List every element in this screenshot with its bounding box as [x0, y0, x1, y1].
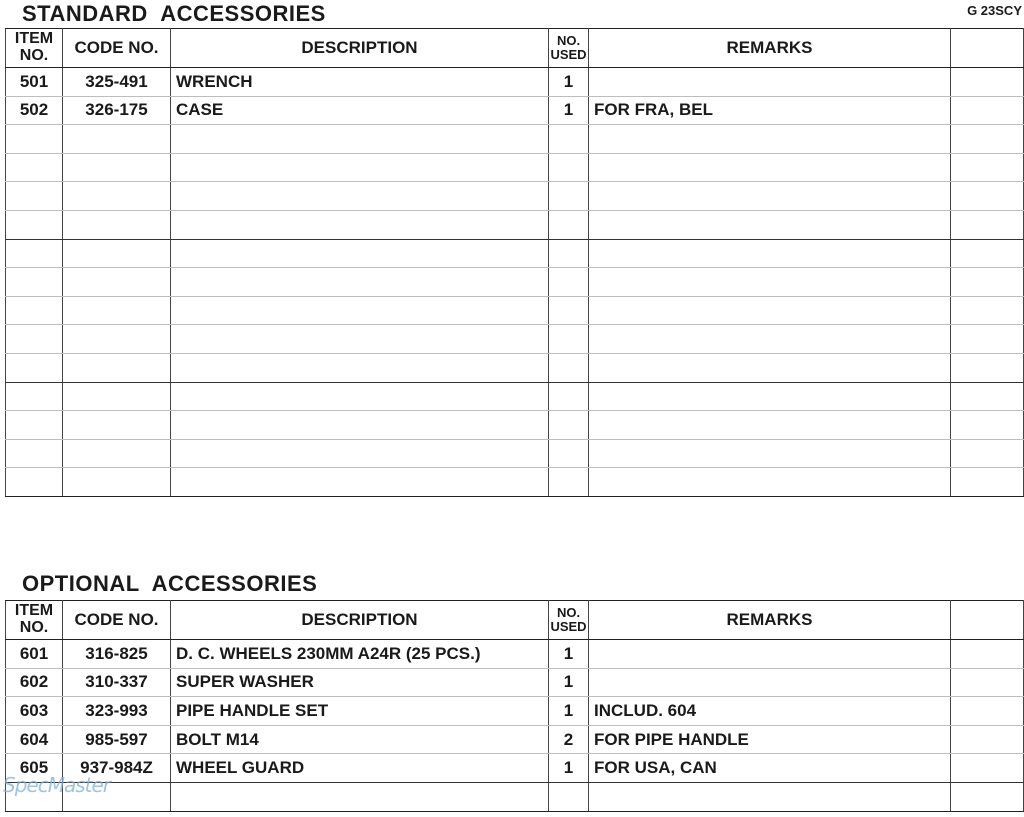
table-row [6, 754, 1024, 783]
table-row [6, 96, 1024, 125]
description-cell: BOLT M14 [171, 725, 549, 754]
description-cell: D. C. WHEELS 230MM A24R (25 PCS.) [171, 640, 549, 669]
remarks-cell [589, 182, 951, 211]
code-no-cell [63, 268, 171, 297]
no-used-cell [549, 439, 589, 468]
optional-accessories-rows [6, 640, 1024, 812]
optional-accessories-title: OPTIONAL ACCESSORIES [22, 571, 318, 596]
code-no-cell [63, 353, 171, 382]
code-no-cell [63, 382, 171, 411]
standard-accessories-title: STANDARD ACCESSORIES [22, 1, 326, 26]
item-no-cell [6, 210, 63, 239]
code-no-cell [63, 782, 171, 811]
remarks-cell: FOR FRA, BEL [589, 96, 951, 125]
description-cell [171, 210, 549, 239]
code-no-cell: 326-175 [63, 96, 171, 125]
extra-cell [951, 182, 1024, 211]
no-used-cell [549, 325, 589, 354]
item-no-cell: 501 [6, 68, 63, 97]
item-no-cell [6, 439, 63, 468]
description-cell [171, 782, 549, 811]
code-no-cell: 310-337 [63, 668, 171, 697]
table-row [6, 239, 1024, 268]
code-no-cell [63, 210, 171, 239]
no-used-cell [549, 268, 589, 297]
description-cell [171, 382, 549, 411]
standard-accessories-table [5, 28, 1024, 497]
header-description: DESCRIPTION [171, 601, 549, 640]
item-no-cell [6, 411, 63, 440]
code-no-cell [63, 325, 171, 354]
no-used-cell [549, 125, 589, 154]
table-row [6, 382, 1024, 411]
extra-cell [951, 782, 1024, 811]
table-row [6, 153, 1024, 182]
remarks-cell: FOR USA, CAN [589, 754, 951, 783]
extra-cell [951, 640, 1024, 669]
code-no-cell [63, 182, 171, 211]
remarks-cell [589, 153, 951, 182]
no-used-cell: 1 [549, 754, 589, 783]
header-no-used: NO. USED [549, 29, 589, 68]
extra-cell [951, 697, 1024, 726]
code-no-cell [63, 153, 171, 182]
description-cell [171, 296, 549, 325]
no-used-cell: 1 [549, 96, 589, 125]
no-used-cell: 1 [549, 668, 589, 697]
remarks-cell [589, 439, 951, 468]
no-used-cell [549, 782, 589, 811]
no-used-cell [549, 411, 589, 440]
table-row [6, 296, 1024, 325]
table-row [6, 353, 1024, 382]
item-no-cell: 602 [6, 668, 63, 697]
description-cell: WHEEL GUARD [171, 754, 549, 783]
extra-cell [951, 325, 1024, 354]
no-used-cell [549, 353, 589, 382]
header-no-used: NO. USED [549, 601, 589, 640]
no-used-cell [549, 296, 589, 325]
no-used-cell [549, 239, 589, 268]
no-used-cell: 1 [549, 68, 589, 97]
description-cell [171, 468, 549, 497]
remarks-cell [589, 411, 951, 440]
code-no-cell [63, 411, 171, 440]
remarks-cell [589, 325, 951, 354]
code-no-cell [63, 296, 171, 325]
remarks-cell [589, 125, 951, 154]
remarks-cell: FOR PIPE HANDLE [589, 725, 951, 754]
remarks-cell [589, 296, 951, 325]
item-no-cell [6, 296, 63, 325]
item-no-cell [6, 153, 63, 182]
extra-cell [951, 96, 1024, 125]
remarks-cell [589, 239, 951, 268]
extra-cell [951, 382, 1024, 411]
item-no-cell [6, 182, 63, 211]
code-no-cell: 937-984Z [63, 754, 171, 783]
code-no-cell: 325-491 [63, 68, 171, 97]
extra-cell [951, 210, 1024, 239]
remarks-cell [589, 640, 951, 669]
table-row [6, 697, 1024, 726]
no-used-cell: 1 [549, 640, 589, 669]
no-used-cell [549, 468, 589, 497]
extra-cell [951, 468, 1024, 497]
item-no-cell [6, 325, 63, 354]
description-cell [171, 182, 549, 211]
item-no-cell [6, 468, 63, 497]
remarks-cell [589, 668, 951, 697]
description-cell [171, 411, 549, 440]
header-description: DESCRIPTION [171, 29, 549, 68]
table-row [6, 468, 1024, 497]
extra-cell [951, 725, 1024, 754]
description-cell [171, 153, 549, 182]
code-no-cell: 323-993 [63, 697, 171, 726]
extra-cell [951, 411, 1024, 440]
table-row [6, 439, 1024, 468]
remarks-cell [589, 782, 951, 811]
header-extra [951, 601, 1024, 640]
watermark-logo: SpecMaster [3, 773, 110, 797]
table-header-row [6, 601, 1024, 640]
model-code: G 23SCY [967, 3, 1022, 18]
extra-cell [951, 296, 1024, 325]
header-extra [951, 29, 1024, 68]
description-cell [171, 239, 549, 268]
header-remarks: REMARKS [589, 601, 951, 640]
item-no-cell: 502 [6, 96, 63, 125]
item-no-cell: 603 [6, 697, 63, 726]
item-no-cell [6, 125, 63, 154]
code-no-cell [63, 125, 171, 154]
no-used-cell [549, 153, 589, 182]
description-cell: SUPER WASHER [171, 668, 549, 697]
table-row [6, 210, 1024, 239]
remarks-cell [589, 68, 951, 97]
table-row [6, 782, 1024, 811]
description-cell [171, 353, 549, 382]
table-row [6, 68, 1024, 97]
item-no-cell: 604 [6, 725, 63, 754]
remarks-cell [589, 468, 951, 497]
header-code-no: CODE NO. [63, 29, 171, 68]
extra-cell [951, 668, 1024, 697]
description-cell [171, 268, 549, 297]
item-no-cell: 605 [6, 754, 63, 783]
item-no-cell [6, 353, 63, 382]
code-no-cell [63, 239, 171, 268]
table-row [6, 268, 1024, 297]
no-used-cell [549, 182, 589, 211]
header-remarks: REMARKS [589, 29, 951, 68]
extra-cell [951, 439, 1024, 468]
header-item-no: ITEM NO. [6, 601, 63, 640]
item-no-cell: 601 [6, 640, 63, 669]
remarks-cell [589, 210, 951, 239]
extra-cell [951, 125, 1024, 154]
item-no-cell [6, 382, 63, 411]
optional-accessories-table [5, 600, 1024, 812]
table-row [6, 668, 1024, 697]
header-code-no: CODE NO. [63, 601, 171, 640]
code-no-cell [63, 439, 171, 468]
table-header-row [6, 29, 1024, 68]
description-cell: CASE [171, 96, 549, 125]
remarks-cell [589, 353, 951, 382]
remarks-cell [589, 382, 951, 411]
description-cell [171, 325, 549, 354]
no-used-cell: 1 [549, 697, 589, 726]
code-no-cell: 985-597 [63, 725, 171, 754]
item-no-cell [6, 239, 63, 268]
no-used-cell [549, 382, 589, 411]
table-row [6, 725, 1024, 754]
table-row [6, 182, 1024, 211]
item-no-cell [6, 268, 63, 297]
table-row [6, 640, 1024, 669]
description-cell [171, 125, 549, 154]
extra-cell [951, 268, 1024, 297]
extra-cell [951, 239, 1024, 268]
extra-cell [951, 68, 1024, 97]
standard-accessories-rows [6, 68, 1024, 497]
extra-cell [951, 353, 1024, 382]
table-row [6, 325, 1024, 354]
remarks-cell [589, 268, 951, 297]
code-no-cell [63, 468, 171, 497]
item-no-cell [6, 782, 63, 811]
extra-cell [951, 153, 1024, 182]
remarks-cell: INCLUD. 604 [589, 697, 951, 726]
description-cell: PIPE HANDLE SET [171, 697, 549, 726]
extra-cell [951, 754, 1024, 783]
no-used-cell: 2 [549, 725, 589, 754]
no-used-cell [549, 210, 589, 239]
table-row [6, 125, 1024, 154]
description-cell: WRENCH [171, 68, 549, 97]
header-item-no: ITEM NO. [6, 29, 63, 68]
table-row [6, 411, 1024, 440]
description-cell [171, 439, 549, 468]
code-no-cell: 316-825 [63, 640, 171, 669]
